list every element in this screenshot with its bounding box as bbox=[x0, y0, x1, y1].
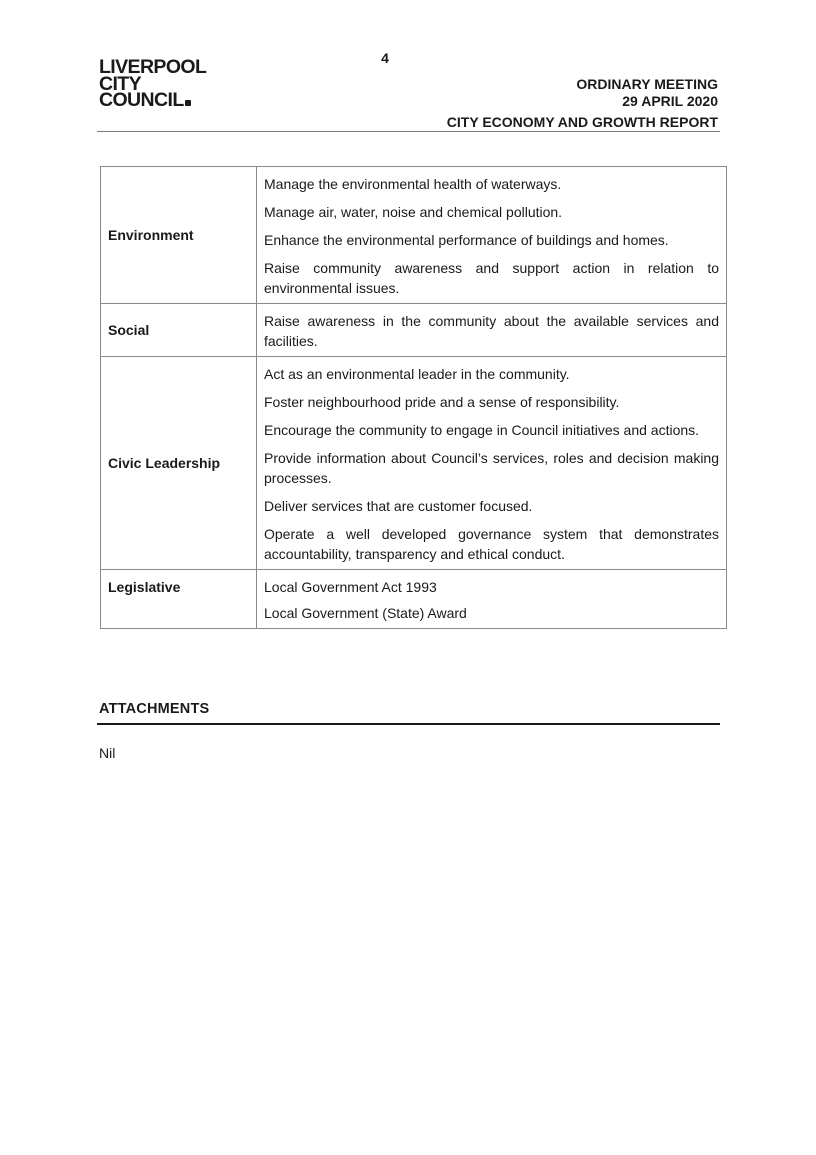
list-item: Local Government (State) Award bbox=[264, 605, 467, 621]
table-row-environment bbox=[101, 167, 727, 304]
list-item: Foster neighbourhood pride and a sense of responsibility. bbox=[264, 394, 620, 410]
council-logo bbox=[99, 56, 207, 111]
table-row-civic-leadership bbox=[101, 357, 727, 570]
row-content bbox=[257, 357, 727, 570]
row-label: Social bbox=[101, 304, 257, 357]
attachments-divider bbox=[97, 723, 720, 725]
row-content bbox=[257, 570, 727, 629]
meeting-header bbox=[576, 76, 718, 110]
list-item: Raise awareness in the community about the available services and facilities. bbox=[264, 313, 719, 349]
table-row-legislative bbox=[101, 570, 727, 629]
list-item: Deliver services that are customer focused. bbox=[264, 498, 533, 514]
logo-line-2: CITY bbox=[99, 72, 142, 95]
list-item: Local Government Act 1993 bbox=[264, 579, 437, 595]
logo-line-3: COUNCIL bbox=[99, 89, 184, 111]
row-label: Legislative bbox=[101, 570, 257, 629]
list-item: Manage the environmental health of waterways. bbox=[264, 176, 562, 192]
page-number: 4 bbox=[381, 50, 389, 66]
list-item: Act as an environmental leader in the community. bbox=[264, 366, 570, 382]
row-content bbox=[257, 167, 727, 304]
list-item: Operate a well developed governance system that demonstrates accountability, transparency and ethical conduct. bbox=[264, 526, 719, 562]
table-row-social bbox=[101, 304, 727, 357]
meeting-title: ORDINARY MEETING bbox=[576, 76, 718, 92]
list-item: Manage air, water, noise and chemical pollution. bbox=[264, 204, 563, 220]
attachments-body: Nil bbox=[99, 745, 116, 761]
row-label: Environment bbox=[101, 167, 257, 304]
list-item: Enhance the environmental performance of buildings and homes. bbox=[264, 232, 669, 248]
council-role-table bbox=[100, 166, 727, 629]
row-label: Civic Leadership bbox=[101, 357, 257, 570]
list-item: Provide information about Council’s services, roles and decision making processes. bbox=[264, 450, 719, 486]
list-item: Raise community awareness and support action in relation to environmental issues. bbox=[264, 260, 719, 296]
report-title: CITY ECONOMY AND GROWTH REPORT bbox=[446, 114, 718, 130]
attachments-heading: ATTACHMENTS bbox=[99, 701, 210, 717]
meeting-date: 29 APRIL 2020 bbox=[622, 93, 718, 109]
logo-line-1: LIVERPOOL bbox=[99, 56, 207, 78]
header-divider bbox=[97, 131, 720, 132]
list-item: Encourage the community to engage in Council initiatives and actions. bbox=[264, 422, 700, 438]
row-content bbox=[257, 304, 727, 357]
logo-mark-icon bbox=[185, 100, 191, 106]
